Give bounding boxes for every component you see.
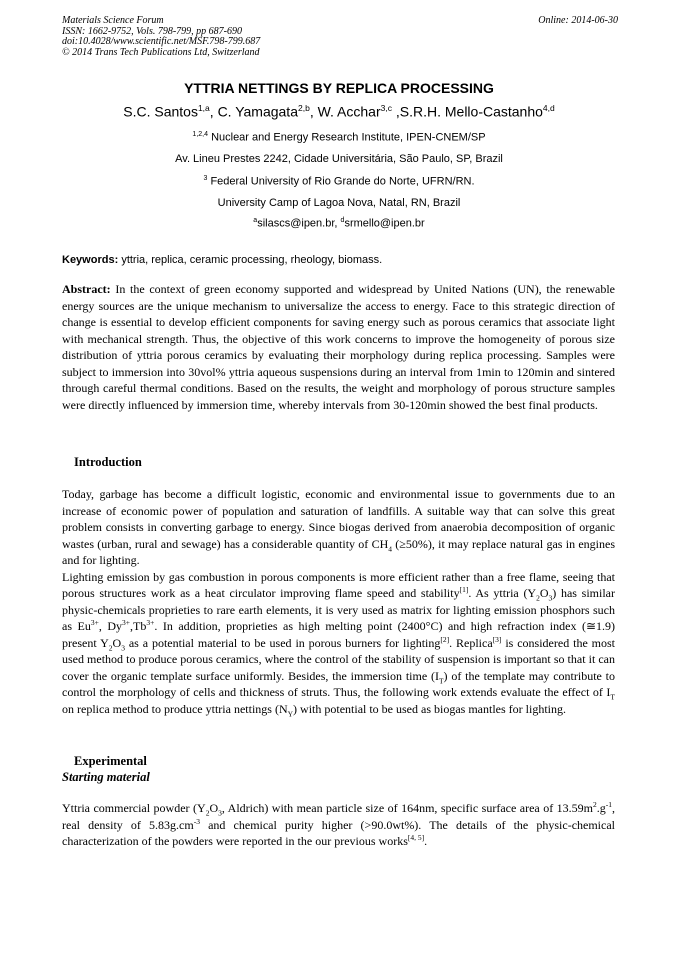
text-run: O [112, 635, 122, 650]
affiliation-sup: 1,2,4 [192, 131, 208, 138]
subscript: 3 [218, 808, 222, 818]
citation-ref: [1] [459, 585, 469, 594]
author-sup: 4,d [542, 103, 555, 113]
text-run: ) with potential to be used as biogas mantles for lighting. [293, 701, 566, 716]
author-name: C. Yamagata [217, 103, 298, 120]
subscript: 2 [108, 642, 113, 652]
author-name: S.R.H. Mello-Castanho [399, 103, 543, 120]
text-run: is considered the most used method to produce porous ceramics, where the control of the stability of suspension is important so that it can cover the organic template surface uniformly. Besides, the immersion time (I [62, 635, 616, 683]
citation-ref: [3] [492, 634, 502, 644]
subscript: 2 [536, 593, 540, 603]
doi-line: doi:10.4028/www.scientific.net/MSF.798-799.687 [62, 36, 261, 47]
starting-material-subheading: Starting material [62, 770, 150, 784]
abstract-text: In the context of green economy supported and widespread by United Nations (UN), the renewable energy sources are the unique mechanism to universalize the access to energy. Face to this strategic direction of change is essential to develop efficient components for saving energy such as porous ceramics that associate light with mechanical strength. Thus, the objective of this work concerns to improve the homogeneity of porous size distribution of yttria porous ceramics by evaluating their morphology during replica processing. Samples were subject to immersion into 30vol% yttria aqueous suspensions during an interval from 1min to 120min and sintered through careful thermal conditions. Based on the results, the weight and morphology of porous structure samples were directly influenced by immersion time, whereby intervals from 30-120min showed the best final products. [62, 282, 616, 412]
online-date: Online: 2014-06-30 [538, 15, 618, 26]
email-sup: a [253, 217, 258, 224]
text-run: , real density of 5.83g.cm [62, 801, 616, 832]
affiliation-text: Nuclear and Energy Research Institute, IPEN-CNEM/SP [211, 131, 486, 144]
author-sup: 1,a [197, 103, 210, 113]
superscript: 2 [593, 800, 597, 809]
superscript: -1 [605, 800, 613, 809]
text-run: as a potential material to be used in porous burners for lighting [124, 635, 441, 650]
text-run: ) of the template may contribute to control the morphology of cells and thickness of struts. Thus, the following work extends evaluate the effect of I [62, 668, 615, 699]
text-run: O [209, 801, 219, 815]
text-run: Yttria commercial powder (Y [62, 801, 206, 815]
text-run: (≥50%), it may replace natural gas in engines and for lighting. [62, 536, 615, 567]
text-run: . Replica [449, 635, 493, 650]
affiliation-sup: 3 [203, 175, 208, 182]
paper-title: YTTRIA NETTINGS BY REPLICA PROCESSING [184, 80, 494, 96]
keywords-label: Keywords: [62, 254, 119, 266]
copyright-line: © 2014 Trans Tech Publications Ltd, Switzerland [62, 46, 260, 58]
affiliation-1 [0, 131, 678, 144]
introduction-paragraph [62, 486, 615, 717]
experimental-heading: Experimental [74, 754, 147, 768]
text-run: and chemical purity higher (>90.0wt%). The details of the physic-chemical characterization of the powders were reported in the our previous works [62, 817, 616, 848]
affiliation-1-address: Av. Lineu Prestes 2242, Cidade Universitária, São Paulo, SP, Brazil [175, 153, 503, 165]
experimental-paragraph [62, 800, 615, 850]
affiliation-2-address: University Camp of Lagoa Nova, Natal, RN, Brazil [217, 197, 461, 209]
author-name: S.C. Santos [123, 103, 198, 120]
abstract-label: Abstract: [62, 282, 111, 296]
affiliation-2 [0, 175, 678, 188]
superscript: 3+ [90, 618, 99, 627]
author-name: W. Acchar [317, 103, 381, 120]
email-sup: d [340, 217, 345, 224]
issn-line: ISSN: 1662-9752, Vols. 798-799, pp 687-690 [62, 25, 242, 37]
text-run: . In addition, proprieties as high melting point (2400°C) and high refraction index (≅1.9) present Y [62, 619, 616, 650]
text-run: Today, garbage has become a difficult logistic, economic and environmental issue to governments due to an increase of economic power of population and saturation of landfills. A suitable way that can solve this great problem consists in converting garbage to energy. Since biogas derived from anaerobia decomposition of organic wastes (urban, rural and sewage) has a considerable quantity of CH [62, 487, 615, 551]
text-run: , Dy [98, 619, 123, 633]
citation-ref: [2] [440, 634, 450, 644]
keywords-text: yttria, replica, ceramic processing, rheology, biomass. [121, 254, 383, 266]
email-line [0, 217, 678, 230]
text-run: ) has similar physic-chemicals proprieties to rare earth elements, it is very used as matrix for lighting emission phosphors such as Eu [62, 586, 615, 633]
journal-name: Materials Science Forum [62, 15, 164, 26]
abstract-paragraph [62, 281, 615, 413]
subscript: 4 [388, 543, 392, 553]
email-address: srmello@ipen.br [344, 217, 425, 230]
text-run: ,Tb [130, 619, 147, 633]
citation-ref: [4, 5] [407, 833, 425, 842]
author-sup: 3,c [380, 103, 392, 113]
text-run: . [424, 834, 428, 848]
text-run: O [539, 586, 549, 600]
text-run: .g [596, 801, 606, 815]
author-sup: 2,b [297, 103, 310, 113]
subscript: 2 [205, 808, 210, 818]
subscript: Y [287, 708, 294, 718]
email-address: silascs@ipen.br, [257, 217, 338, 230]
introduction-heading: Introduction [74, 455, 142, 469]
subscript: 3 [548, 593, 553, 603]
text-run: , Aldrich) with mean particle size of 164nm, specific surface area of 13.59m [221, 801, 594, 815]
text-run: . As yttria (Y [468, 586, 537, 600]
text-run: on replica method to produce yttria nettings (N [62, 701, 288, 716]
superscript: 3+ [146, 618, 155, 627]
subscript: T [610, 692, 615, 702]
subscript: T [438, 675, 444, 685]
affiliation-text: Federal University of Rio Grande do Norte, UFRN/RN. [210, 175, 475, 188]
journal-header [62, 16, 618, 58]
author-list: S.C. Santos$^{1,a}$, C. Yamagata$^{2,b}$, W. Acchar$^{3,c}$ ,S.R.H. Mello-Castanho$^{4,d}$ [123, 103, 555, 120]
keywords-line [62, 254, 382, 266]
subscript: 3 [121, 642, 125, 652]
superscript: -3 [193, 816, 200, 826]
superscript: 3+ [122, 618, 130, 627]
text-run: Lighting emission by gas combustion in porous components is more efficient rather than a free flame, seeing that porous structures work as a heat circulator improving flame speed and stability [62, 569, 615, 600]
